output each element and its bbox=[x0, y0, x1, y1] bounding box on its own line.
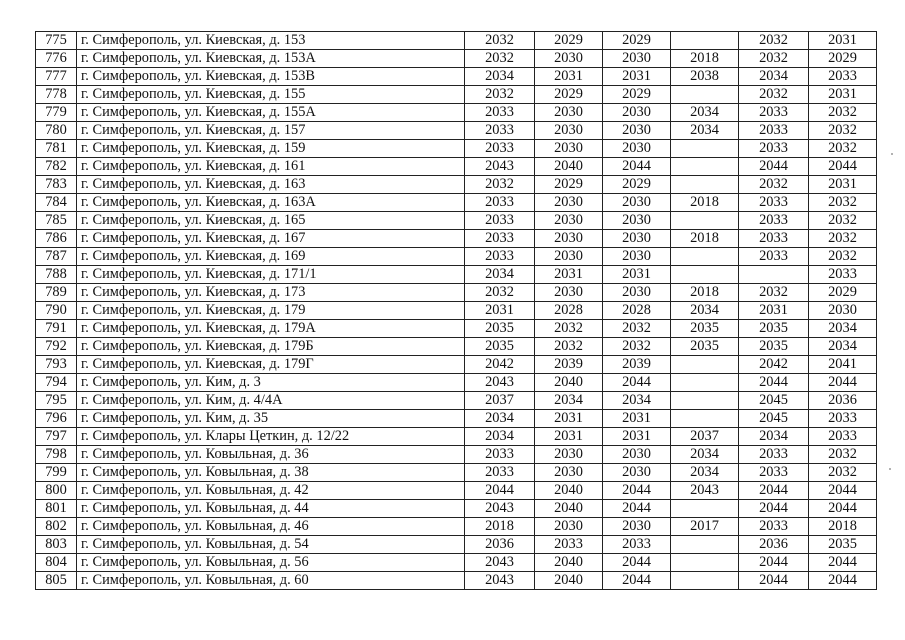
year-cell-6: 2032 bbox=[809, 212, 877, 230]
year-cell-1: 2036 bbox=[465, 536, 535, 554]
year-cell-4: 2037 bbox=[671, 428, 739, 446]
address-cell: г. Симферополь, ул. Киевская, д. 179Б bbox=[77, 338, 465, 356]
year-cell-1: 2035 bbox=[465, 338, 535, 356]
year-cell-2: 2029 bbox=[535, 32, 603, 50]
year-cell-5: 2033 bbox=[739, 230, 809, 248]
year-cell-5: 2034 bbox=[739, 428, 809, 446]
table-row bbox=[36, 320, 877, 338]
table-row bbox=[36, 122, 877, 140]
address-cell: г. Симферополь, ул. Киевская, д. 153В bbox=[77, 68, 465, 86]
year-cell-5: 2044 bbox=[739, 482, 809, 500]
year-cell-1: 2033 bbox=[465, 122, 535, 140]
year-cell-2: 2030 bbox=[535, 230, 603, 248]
row-number-cell: 798 bbox=[36, 446, 77, 464]
year-cell-4 bbox=[671, 356, 739, 374]
address-cell: г. Симферополь, ул. Киевская, д. 163А bbox=[77, 194, 465, 212]
table-row bbox=[36, 482, 877, 500]
table-row bbox=[36, 500, 877, 518]
row-number-cell: 783 bbox=[36, 176, 77, 194]
year-cell-3: 2030 bbox=[603, 464, 671, 482]
table-row bbox=[36, 284, 877, 302]
year-cell-3: 2044 bbox=[603, 482, 671, 500]
year-cell-2: 2031 bbox=[535, 266, 603, 284]
year-cell-3: 2029 bbox=[603, 32, 671, 50]
table-row bbox=[36, 158, 877, 176]
scan-speck bbox=[891, 153, 893, 155]
year-cell-3: 2030 bbox=[603, 104, 671, 122]
year-cell-6: 2041 bbox=[809, 356, 877, 374]
year-cell-6: 2032 bbox=[809, 104, 877, 122]
year-cell-2: 2030 bbox=[535, 518, 603, 536]
year-cell-6: 2033 bbox=[809, 68, 877, 86]
table-row bbox=[36, 356, 877, 374]
year-cell-6: 2031 bbox=[809, 176, 877, 194]
year-cell-3: 2044 bbox=[603, 374, 671, 392]
table-row bbox=[36, 104, 877, 122]
year-cell-1: 2018 bbox=[465, 518, 535, 536]
year-cell-1: 2037 bbox=[465, 392, 535, 410]
year-cell-1: 2034 bbox=[465, 68, 535, 86]
year-cell-6: 2035 bbox=[809, 536, 877, 554]
table-row bbox=[36, 518, 877, 536]
year-cell-1: 2033 bbox=[465, 104, 535, 122]
year-cell-2: 2030 bbox=[535, 248, 603, 266]
year-cell-5: 2032 bbox=[739, 176, 809, 194]
year-cell-6: 2032 bbox=[809, 464, 877, 482]
year-cell-4: 2034 bbox=[671, 104, 739, 122]
year-cell-4: 2018 bbox=[671, 194, 739, 212]
year-cell-2: 2040 bbox=[535, 374, 603, 392]
year-cell-6: 2030 bbox=[809, 302, 877, 320]
year-cell-4 bbox=[671, 554, 739, 572]
year-cell-6: 2044 bbox=[809, 500, 877, 518]
address-cell: г. Симферополь, ул. Ковыльная, д. 42 bbox=[77, 482, 465, 500]
table-row bbox=[36, 572, 877, 590]
year-cell-3: 2031 bbox=[603, 410, 671, 428]
row-number-cell: 794 bbox=[36, 374, 77, 392]
table-row bbox=[36, 428, 877, 446]
table-row bbox=[36, 176, 877, 194]
row-number-cell: 778 bbox=[36, 86, 77, 104]
year-cell-3: 2044 bbox=[603, 554, 671, 572]
year-cell-2: 2033 bbox=[535, 536, 603, 554]
year-cell-2: 2029 bbox=[535, 176, 603, 194]
year-cell-2: 2030 bbox=[535, 464, 603, 482]
address-cell: г. Симферополь, ул. Киевская, д. 153 bbox=[77, 32, 465, 50]
year-cell-4 bbox=[671, 86, 739, 104]
year-cell-4: 2018 bbox=[671, 50, 739, 68]
year-cell-2: 2030 bbox=[535, 446, 603, 464]
year-cell-1: 2032 bbox=[465, 284, 535, 302]
year-cell-6: 2044 bbox=[809, 572, 877, 590]
table-row bbox=[36, 32, 877, 50]
address-cell: г. Симферополь, ул. Киевская, д. 163 bbox=[77, 176, 465, 194]
year-cell-2: 2031 bbox=[535, 410, 603, 428]
year-cell-1: 2043 bbox=[465, 572, 535, 590]
year-cell-2: 2040 bbox=[535, 572, 603, 590]
address-cell: г. Симферополь, ул. Киевская, д. 171/1 bbox=[77, 266, 465, 284]
year-cell-1: 2032 bbox=[465, 32, 535, 50]
address-cell: г. Симферополь, ул. Ковыльная, д. 38 bbox=[77, 464, 465, 482]
year-cell-5: 2033 bbox=[739, 140, 809, 158]
year-cell-1: 2033 bbox=[465, 140, 535, 158]
year-cell-6: 2044 bbox=[809, 374, 877, 392]
table-body bbox=[36, 32, 877, 590]
year-cell-6: 2032 bbox=[809, 194, 877, 212]
year-cell-5: 2031 bbox=[739, 302, 809, 320]
row-number-cell: 804 bbox=[36, 554, 77, 572]
year-cell-1: 2043 bbox=[465, 554, 535, 572]
year-cell-2: 2034 bbox=[535, 392, 603, 410]
year-cell-2: 2030 bbox=[535, 104, 603, 122]
year-cell-4: 2034 bbox=[671, 122, 739, 140]
year-cell-6: 2033 bbox=[809, 266, 877, 284]
year-cell-1: 2043 bbox=[465, 374, 535, 392]
row-number-cell: 795 bbox=[36, 392, 77, 410]
year-cell-3: 2030 bbox=[603, 122, 671, 140]
year-cell-5: 2035 bbox=[739, 338, 809, 356]
year-cell-4: 2034 bbox=[671, 464, 739, 482]
address-cell: г. Симферополь, ул. Киевская, д. 165 bbox=[77, 212, 465, 230]
year-cell-4 bbox=[671, 140, 739, 158]
table-row bbox=[36, 446, 877, 464]
year-cell-6: 2033 bbox=[809, 428, 877, 446]
year-cell-3: 2044 bbox=[603, 500, 671, 518]
year-cell-5: 2044 bbox=[739, 572, 809, 590]
year-cell-6: 2034 bbox=[809, 320, 877, 338]
year-cell-1: 2032 bbox=[465, 50, 535, 68]
row-number-cell: 792 bbox=[36, 338, 77, 356]
year-cell-3: 2030 bbox=[603, 140, 671, 158]
year-cell-5: 2033 bbox=[739, 248, 809, 266]
year-cell-6: 2032 bbox=[809, 446, 877, 464]
year-cell-3: 2030 bbox=[603, 50, 671, 68]
year-cell-4: 2018 bbox=[671, 230, 739, 248]
year-cell-4: 2018 bbox=[671, 284, 739, 302]
row-number-cell: 799 bbox=[36, 464, 77, 482]
table-row bbox=[36, 464, 877, 482]
year-cell-6: 2032 bbox=[809, 122, 877, 140]
row-number-cell: 803 bbox=[36, 536, 77, 554]
year-cell-4: 2043 bbox=[671, 482, 739, 500]
year-cell-4 bbox=[671, 500, 739, 518]
row-number-cell: 782 bbox=[36, 158, 77, 176]
row-number-cell: 801 bbox=[36, 500, 77, 518]
address-cell: г. Симферополь, ул. Клары Цеткин, д. 12/22 bbox=[77, 428, 465, 446]
year-cell-1: 2044 bbox=[465, 482, 535, 500]
year-cell-5: 2033 bbox=[739, 464, 809, 482]
row-number-cell: 777 bbox=[36, 68, 77, 86]
year-cell-4 bbox=[671, 212, 739, 230]
year-cell-3: 2030 bbox=[603, 446, 671, 464]
year-cell-2: 2031 bbox=[535, 428, 603, 446]
address-cell: г. Симферополь, ул. Киевская, д. 153А bbox=[77, 50, 465, 68]
address-cell: г. Симферополь, ул. Киевская, д. 159 bbox=[77, 140, 465, 158]
year-cell-6: 2044 bbox=[809, 554, 877, 572]
row-number-cell: 784 bbox=[36, 194, 77, 212]
year-cell-3: 2031 bbox=[603, 428, 671, 446]
year-cell-6: 2029 bbox=[809, 284, 877, 302]
year-cell-2: 2031 bbox=[535, 68, 603, 86]
registry-table bbox=[35, 31, 877, 590]
year-cell-2: 2032 bbox=[535, 320, 603, 338]
table-row bbox=[36, 266, 877, 284]
year-cell-3: 2039 bbox=[603, 356, 671, 374]
year-cell-1: 2035 bbox=[465, 320, 535, 338]
table-row bbox=[36, 212, 877, 230]
address-cell: г. Симферополь, ул. Киевская, д. 173 bbox=[77, 284, 465, 302]
address-cell: г. Симферополь, ул. Киевская, д. 161 bbox=[77, 158, 465, 176]
address-cell: г. Симферополь, ул. Ким, д. 35 bbox=[77, 410, 465, 428]
table-row bbox=[36, 302, 877, 320]
address-cell: г. Симферополь, ул. Киевская, д. 167 bbox=[77, 230, 465, 248]
row-number-cell: 776 bbox=[36, 50, 77, 68]
address-cell: г. Симферополь, ул. Ким, д. 4/4А bbox=[77, 392, 465, 410]
year-cell-4 bbox=[671, 392, 739, 410]
year-cell-2: 2039 bbox=[535, 356, 603, 374]
row-number-cell: 788 bbox=[36, 266, 77, 284]
year-cell-1: 2031 bbox=[465, 302, 535, 320]
table-row bbox=[36, 410, 877, 428]
year-cell-5: 2042 bbox=[739, 356, 809, 374]
year-cell-6: 2032 bbox=[809, 140, 877, 158]
year-cell-3: 2032 bbox=[603, 338, 671, 356]
row-number-cell: 786 bbox=[36, 230, 77, 248]
address-cell: г. Симферополь, ул. Ковыльная, д. 46 bbox=[77, 518, 465, 536]
year-cell-1: 2033 bbox=[465, 446, 535, 464]
year-cell-5: 2032 bbox=[739, 86, 809, 104]
row-number-cell: 787 bbox=[36, 248, 77, 266]
row-number-cell: 802 bbox=[36, 518, 77, 536]
year-cell-3: 2030 bbox=[603, 212, 671, 230]
year-cell-3: 2033 bbox=[603, 536, 671, 554]
year-cell-3: 2029 bbox=[603, 176, 671, 194]
year-cell-6: 2029 bbox=[809, 50, 877, 68]
year-cell-6: 2044 bbox=[809, 482, 877, 500]
year-cell-3: 2030 bbox=[603, 518, 671, 536]
row-number-cell: 797 bbox=[36, 428, 77, 446]
year-cell-5: 2044 bbox=[739, 374, 809, 392]
address-cell: г. Симферополь, ул. Киевская, д. 169 bbox=[77, 248, 465, 266]
year-cell-2: 2040 bbox=[535, 158, 603, 176]
table-row bbox=[36, 392, 877, 410]
year-cell-6: 2034 bbox=[809, 338, 877, 356]
year-cell-2: 2030 bbox=[535, 140, 603, 158]
year-cell-6: 2018 bbox=[809, 518, 877, 536]
year-cell-5: 2044 bbox=[739, 500, 809, 518]
year-cell-3: 2044 bbox=[603, 158, 671, 176]
year-cell-5: 2044 bbox=[739, 158, 809, 176]
row-number-cell: 789 bbox=[36, 284, 77, 302]
year-cell-3: 2032 bbox=[603, 320, 671, 338]
row-number-cell: 793 bbox=[36, 356, 77, 374]
year-cell-5: 2044 bbox=[739, 554, 809, 572]
year-cell-5: 2045 bbox=[739, 392, 809, 410]
table-row bbox=[36, 248, 877, 266]
year-cell-2: 2040 bbox=[535, 500, 603, 518]
row-number-cell: 796 bbox=[36, 410, 77, 428]
year-cell-4 bbox=[671, 536, 739, 554]
year-cell-2: 2029 bbox=[535, 86, 603, 104]
year-cell-3: 2028 bbox=[603, 302, 671, 320]
year-cell-5: 2033 bbox=[739, 446, 809, 464]
year-cell-1: 2034 bbox=[465, 410, 535, 428]
year-cell-4 bbox=[671, 248, 739, 266]
year-cell-1: 2033 bbox=[465, 464, 535, 482]
year-cell-5: 2036 bbox=[739, 536, 809, 554]
address-cell: г. Симферополь, ул. Киевская, д. 179Г bbox=[77, 356, 465, 374]
year-cell-5: 2032 bbox=[739, 284, 809, 302]
address-cell: г. Симферополь, ул. Киевская, д. 155 bbox=[77, 86, 465, 104]
year-cell-6: 2031 bbox=[809, 32, 877, 50]
year-cell-5 bbox=[739, 266, 809, 284]
address-cell: г. Симферополь, ул. Киевская, д. 179 bbox=[77, 302, 465, 320]
year-cell-2: 2040 bbox=[535, 554, 603, 572]
year-cell-3: 2034 bbox=[603, 392, 671, 410]
address-cell: г. Симферополь, ул. Киевская, д. 157 bbox=[77, 122, 465, 140]
year-cell-1: 2033 bbox=[465, 212, 535, 230]
year-cell-4: 2034 bbox=[671, 446, 739, 464]
row-number-cell: 781 bbox=[36, 140, 77, 158]
year-cell-3: 2031 bbox=[603, 266, 671, 284]
year-cell-2: 2030 bbox=[535, 212, 603, 230]
address-cell: г. Симферополь, ул. Ковыльная, д. 36 bbox=[77, 446, 465, 464]
year-cell-6: 2033 bbox=[809, 410, 877, 428]
table-row bbox=[36, 194, 877, 212]
year-cell-5: 2033 bbox=[739, 122, 809, 140]
year-cell-3: 2030 bbox=[603, 194, 671, 212]
year-cell-3: 2044 bbox=[603, 572, 671, 590]
row-number-cell: 785 bbox=[36, 212, 77, 230]
year-cell-3: 2030 bbox=[603, 284, 671, 302]
address-cell: г. Симферополь, ул. Киевская, д. 155А bbox=[77, 104, 465, 122]
year-cell-1: 2043 bbox=[465, 158, 535, 176]
row-number-cell: 791 bbox=[36, 320, 77, 338]
year-cell-2: 2030 bbox=[535, 194, 603, 212]
year-cell-1: 2032 bbox=[465, 176, 535, 194]
year-cell-5: 2034 bbox=[739, 68, 809, 86]
year-cell-1: 2032 bbox=[465, 86, 535, 104]
table-row bbox=[36, 86, 877, 104]
scan-speck bbox=[889, 468, 891, 470]
year-cell-4 bbox=[671, 32, 739, 50]
year-cell-5: 2032 bbox=[739, 50, 809, 68]
year-cell-4: 2035 bbox=[671, 338, 739, 356]
year-cell-5: 2033 bbox=[739, 104, 809, 122]
year-cell-3: 2030 bbox=[603, 248, 671, 266]
year-cell-5: 2033 bbox=[739, 518, 809, 536]
year-cell-5: 2033 bbox=[739, 194, 809, 212]
year-cell-4 bbox=[671, 266, 739, 284]
year-cell-1: 2043 bbox=[465, 500, 535, 518]
address-cell: г. Симферополь, ул. Ковыльная, д. 60 bbox=[77, 572, 465, 590]
year-cell-4 bbox=[671, 158, 739, 176]
year-cell-2: 2040 bbox=[535, 482, 603, 500]
address-cell: г. Симферополь, ул. Ковыльная, д. 54 bbox=[77, 536, 465, 554]
row-number-cell: 779 bbox=[36, 104, 77, 122]
address-cell: г. Симферополь, ул. Ковыльная, д. 44 bbox=[77, 500, 465, 518]
year-cell-3: 2031 bbox=[603, 68, 671, 86]
year-cell-2: 2032 bbox=[535, 338, 603, 356]
year-cell-5: 2032 bbox=[739, 32, 809, 50]
year-cell-4: 2034 bbox=[671, 302, 739, 320]
year-cell-4 bbox=[671, 410, 739, 428]
row-number-cell: 805 bbox=[36, 572, 77, 590]
year-cell-2: 2030 bbox=[535, 284, 603, 302]
address-cell: г. Симферополь, ул. Ковыльная, д. 56 bbox=[77, 554, 465, 572]
address-cell: г. Симферополь, ул. Ким, д. 3 bbox=[77, 374, 465, 392]
year-cell-5: 2033 bbox=[739, 212, 809, 230]
year-cell-4: 2017 bbox=[671, 518, 739, 536]
table-row bbox=[36, 140, 877, 158]
year-cell-3: 2029 bbox=[603, 86, 671, 104]
year-cell-5: 2045 bbox=[739, 410, 809, 428]
year-cell-4 bbox=[671, 374, 739, 392]
table-row bbox=[36, 230, 877, 248]
row-number-cell: 790 bbox=[36, 302, 77, 320]
year-cell-4 bbox=[671, 572, 739, 590]
year-cell-2: 2028 bbox=[535, 302, 603, 320]
year-cell-1: 2033 bbox=[465, 194, 535, 212]
year-cell-1: 2034 bbox=[465, 266, 535, 284]
address-cell: г. Симферополь, ул. Киевская, д. 179А bbox=[77, 320, 465, 338]
year-cell-2: 2030 bbox=[535, 50, 603, 68]
year-cell-6: 2032 bbox=[809, 248, 877, 266]
table-row bbox=[36, 374, 877, 392]
year-cell-4: 2038 bbox=[671, 68, 739, 86]
year-cell-6: 2031 bbox=[809, 86, 877, 104]
table-row bbox=[36, 338, 877, 356]
row-number-cell: 800 bbox=[36, 482, 77, 500]
year-cell-1: 2034 bbox=[465, 428, 535, 446]
year-cell-6: 2044 bbox=[809, 158, 877, 176]
table-row bbox=[36, 536, 877, 554]
year-cell-3: 2030 bbox=[603, 230, 671, 248]
year-cell-6: 2032 bbox=[809, 230, 877, 248]
year-cell-4: 2035 bbox=[671, 320, 739, 338]
row-number-cell: 780 bbox=[36, 122, 77, 140]
year-cell-6: 2036 bbox=[809, 392, 877, 410]
row-number-cell: 775 bbox=[36, 32, 77, 50]
year-cell-4 bbox=[671, 176, 739, 194]
year-cell-1: 2033 bbox=[465, 248, 535, 266]
year-cell-1: 2042 bbox=[465, 356, 535, 374]
year-cell-2: 2030 bbox=[535, 122, 603, 140]
table-row bbox=[36, 50, 877, 68]
table-row bbox=[36, 68, 877, 86]
year-cell-5: 2035 bbox=[739, 320, 809, 338]
year-cell-1: 2033 bbox=[465, 230, 535, 248]
table-row bbox=[36, 554, 877, 572]
